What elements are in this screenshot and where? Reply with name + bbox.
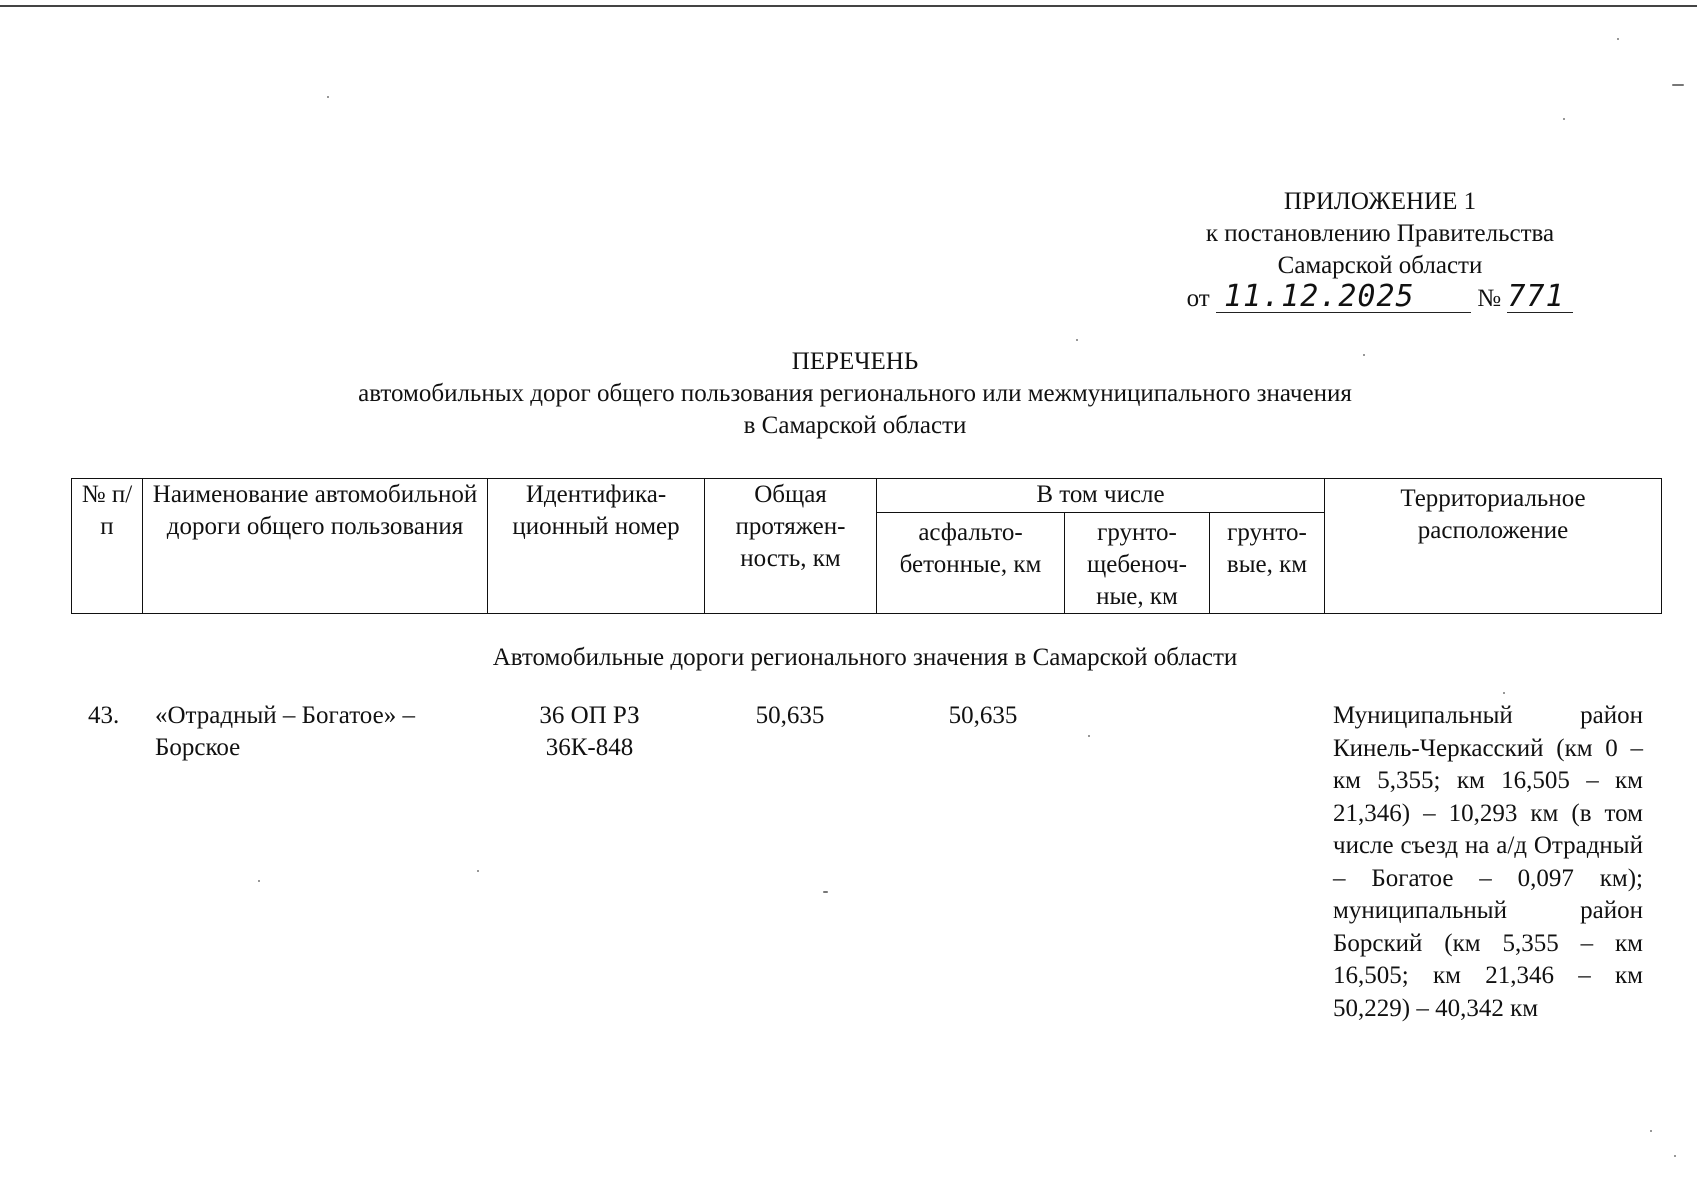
annex-line-1: к постановлению Правительства (1205, 220, 1555, 247)
header-territory: Территориальное расположение (1325, 479, 1662, 614)
annex-date-line (1186, 279, 1574, 315)
header-asphalt: асфальто-бетонные, км (877, 513, 1065, 614)
number-prefix: № (1477, 285, 1502, 312)
date-prefix: от (1186, 285, 1210, 312)
handwritten-number: 771 (1507, 282, 1573, 313)
header-id: Идентифика-ционный номер (488, 479, 705, 614)
top-border-line (0, 5, 1697, 7)
header-dirt: грунто-вые, км (1210, 513, 1325, 614)
row-name: «Отрадный – Богатое» – Борское (155, 702, 415, 761)
row-territory: Муниципальный район Кинель-Черкасский (км 0 – км 5,355; км 16,505 – км 21,346) – 10,293 км (в том числе съезд на а/д Отрадный – Богатое – 0,097 км); муниципальный район Борский (км 5,355 – км 16,505; км 21,346 – км 50,229) – 40,342 км (1333, 702, 1643, 1022)
row-id: 36 ОП РЗ 36К-848 (539, 702, 640, 761)
header-num: № п/п (72, 479, 143, 614)
header-including: В том числе (877, 479, 1325, 513)
document-subtitle-2: в Самарской области (743, 412, 967, 439)
document-subtitle-1: автомобильных дорог общего пользования регионального или межмуниципального значения (358, 380, 1352, 407)
row-asphalt: 50,635 (948, 702, 1018, 729)
header-gravel: грунто-щебеноч-ные, км (1065, 513, 1210, 614)
annex-title: ПРИЛОЖЕНИЕ 1 (1283, 188, 1477, 215)
row-num: 43. (88, 702, 120, 729)
document-title-block (220, 346, 1490, 442)
header-total: Общая протяжен-ность, км (705, 479, 877, 614)
row-total: 50,635 (755, 702, 825, 729)
document-title: ПЕРЕЧЕНЬ (791, 348, 919, 375)
annex-block (1150, 186, 1610, 315)
handwritten-date: 11.12.2025 (1216, 282, 1471, 313)
header-name: Наименование автомобильной дороги общего пользования (143, 479, 488, 614)
section-title: Автомобильные дороги регионального значения в Самарской области (492, 644, 1238, 671)
table-header (71, 478, 1662, 614)
annex-line-2: Самарской области (1277, 252, 1483, 279)
